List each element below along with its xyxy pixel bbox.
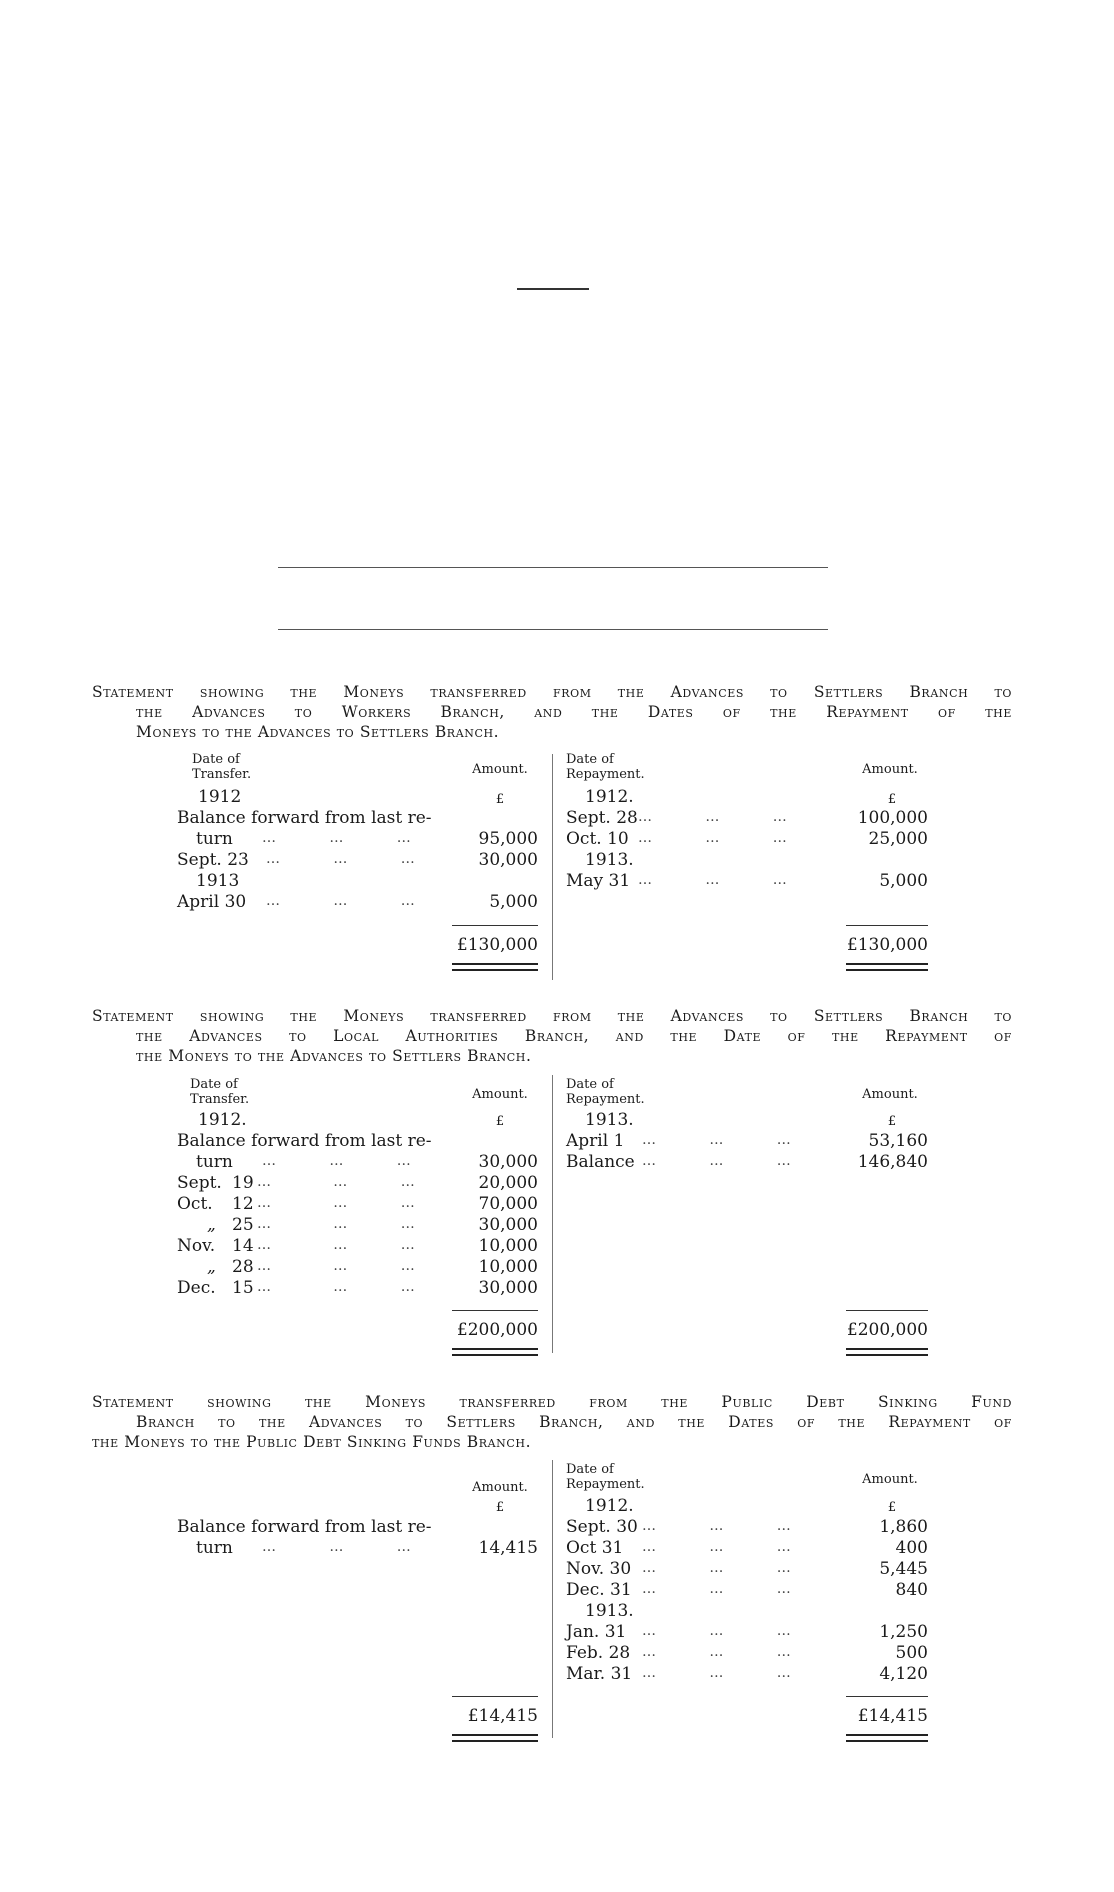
heading-line: Statement showing the Moneys transferred from the Advances to Settlers Branch to [92, 1007, 1012, 1025]
repayment-amount: 100,000 [857, 808, 928, 828]
repayment-date: Oct. 10 [566, 829, 629, 849]
date-of-transfer-header: Date of Transfer. [190, 1077, 250, 1107]
transfer-amount: 5,000 [489, 892, 538, 912]
repayment-date: Dec. 31 [566, 1580, 632, 1600]
leader-dots: … … … [638, 809, 787, 825]
leader-dots: … … … [642, 1623, 791, 1639]
year-label: 1913 [196, 871, 240, 891]
leader-dots: … … … [257, 1279, 415, 1295]
year-label: 1913. [585, 1110, 634, 1130]
currency-symbol: £ [887, 792, 897, 807]
repayment-date: Balance [566, 1152, 635, 1172]
column-divider [552, 1075, 553, 1353]
leader-dots: … … … [642, 1539, 791, 1555]
date-of-repayment-header: Date of Repayment. [566, 752, 645, 782]
total-double-rule [846, 1734, 928, 1742]
statement-3-heading [92, 1392, 1012, 1452]
amount-header: Amount. [472, 762, 528, 777]
amount-header: Amount. [472, 1480, 528, 1495]
column-divider [552, 754, 553, 980]
heading-line: Branch to the Advances to Settlers Branch, and the Dates of the Repayment of [136, 1413, 1012, 1431]
heading-line: the Advances to Workers Branch, and the Dates of the Repayment of the [136, 703, 1012, 721]
leader-dots: … … … [262, 1153, 411, 1169]
transfer-amount: 20,000 [478, 1173, 538, 1193]
leader-dots: … … … [262, 830, 411, 846]
leader-dots: … … … [257, 1174, 415, 1190]
sum-rule [452, 1696, 538, 1697]
leader-dots: … … … [257, 1258, 415, 1274]
sum-rule [452, 925, 538, 926]
date-of-transfer-header: Date of Transfer. [192, 752, 252, 782]
repayment-date: April 1 [566, 1131, 625, 1151]
separator-rule-1 [278, 567, 828, 568]
repayment-amount: 840 [895, 1580, 928, 1600]
leader-dots: … … … [642, 1560, 791, 1576]
repayment-amount: 53,160 [868, 1131, 928, 1151]
sum-rule [846, 925, 928, 926]
balance-forward-label-cont: turn [196, 829, 233, 849]
repayment-date: May 31 [566, 871, 631, 891]
heading-line: the Advances to Local Authorities Branch, and the Date of the Repayment of [136, 1027, 1012, 1045]
year-label: 1912. [585, 787, 634, 807]
year-label: 1912. [198, 1110, 247, 1130]
repayment-date: Sept. 30 [566, 1517, 638, 1537]
year-label: 1912 [198, 787, 242, 807]
balance-forward-label: Balance forward from last re- [177, 1517, 432, 1537]
balance-amount: 95,000 [478, 829, 538, 849]
transfer-date: Sept. 23 [177, 850, 249, 870]
transfer-month: Sept. [177, 1173, 222, 1193]
total-double-rule [452, 963, 538, 971]
column-divider [552, 1460, 553, 1738]
sum-rule [846, 1310, 928, 1311]
transfer-day: 19 [232, 1173, 254, 1193]
leader-dots: … … … [642, 1644, 791, 1660]
balance-forward-label-cont: turn [196, 1152, 233, 1172]
total-double-rule [452, 1348, 538, 1356]
heading-line: the Moneys to the Advances to Settlers Branch. [136, 1047, 532, 1065]
total-amount: £130,000 [846, 935, 928, 955]
leader-dots: … … … [638, 872, 787, 888]
balance-amount: 30,000 [478, 1152, 538, 1172]
leader-dots: … … … [642, 1153, 791, 1169]
date-of-repayment-header: Date of Repayment. [566, 1077, 645, 1107]
year-label: 1913. [585, 850, 634, 870]
repayment-amount: 25,000 [868, 829, 928, 849]
currency-symbol: £ [495, 1114, 505, 1129]
transfer-amount: 30,000 [478, 850, 538, 870]
heading-line: Moneys to the Advances to Settlers Branch. [136, 723, 500, 741]
repayment-amount: 1,860 [879, 1517, 928, 1537]
leader-dots: … … … [642, 1665, 791, 1681]
transfer-day: 25 [232, 1215, 254, 1235]
repayment-date: Mar. 31 [566, 1664, 633, 1684]
currency-symbol: £ [887, 1500, 897, 1515]
leader-dots: … … … [257, 1216, 415, 1232]
balance-forward-label: Balance forward from last re- [177, 1131, 432, 1151]
total-double-rule [846, 963, 928, 971]
currency-symbol: £ [495, 1500, 505, 1515]
total-double-rule [846, 1348, 928, 1356]
sum-rule [452, 1310, 538, 1311]
leader-dots: … … … [257, 1237, 415, 1253]
transfer-month: „ [207, 1215, 216, 1235]
transfer-date: April 30 [177, 892, 247, 912]
leader-dots: … … … [638, 830, 787, 846]
year-label: 1912. [585, 1496, 634, 1516]
total-double-rule [452, 1734, 538, 1742]
repayment-amount: 4,120 [879, 1664, 928, 1684]
heading-line: the Moneys to the Public Debt Sinking Funds Branch. [92, 1433, 532, 1451]
repayment-date: Jan. 31 [566, 1622, 627, 1642]
separator-rule-2 [278, 629, 828, 630]
repayment-amount: 400 [895, 1538, 928, 1558]
transfer-month: Oct. [177, 1194, 213, 1214]
transfer-day: 28 [232, 1257, 254, 1277]
amount-header: Amount. [862, 762, 918, 777]
transfer-day: 12 [232, 1194, 254, 1214]
repayment-amount: 1,250 [879, 1622, 928, 1642]
repayment-amount: 146,840 [857, 1152, 928, 1172]
statement-2-heading [92, 1006, 1012, 1066]
amount-header: Amount. [472, 1087, 528, 1102]
transfer-amount: 30,000 [478, 1278, 538, 1298]
amount-header: Amount. [862, 1087, 918, 1102]
repayment-date: Sept. 28 [566, 808, 638, 828]
transfer-amount: 10,000 [478, 1236, 538, 1256]
leader-dots: … … … [266, 851, 415, 867]
heading-line: Statement showing the Moneys transferred from the Public Debt Sinking Fund [92, 1393, 1012, 1411]
transfer-amount: 70,000 [478, 1194, 538, 1214]
total-amount: £200,000 [846, 1320, 928, 1340]
repayment-amount: 500 [895, 1643, 928, 1663]
short-rule [517, 288, 589, 290]
leader-dots: … … … [642, 1581, 791, 1597]
heading-line: Statement showing the Moneys transferred from the Advances to Settlers Branch to [92, 683, 1012, 701]
date-of-repayment-header: Date of Repayment. [566, 1462, 645, 1492]
year-label: 1913. [585, 1601, 634, 1621]
sum-rule [846, 1696, 928, 1697]
leader-dots: … … … [266, 893, 415, 909]
total-amount: £14,415 [467, 1706, 538, 1726]
leader-dots: … … … [257, 1195, 415, 1211]
balance-amount: 14,415 [478, 1538, 538, 1558]
total-amount: £130,000 [456, 935, 538, 955]
total-amount: £14,415 [857, 1706, 928, 1726]
statement-1-heading [92, 682, 1012, 742]
leader-dots: … … … [262, 1539, 411, 1555]
leader-dots: … … … [642, 1132, 791, 1148]
leader-dots: … … … [642, 1518, 791, 1534]
transfer-month: Nov. [177, 1236, 216, 1256]
transfer-amount: 10,000 [478, 1257, 538, 1277]
total-amount: £200,000 [456, 1320, 538, 1340]
currency-symbol: £ [495, 792, 505, 807]
repayment-amount: 5,000 [879, 871, 928, 891]
transfer-day: 15 [232, 1278, 254, 1298]
repayment-amount: 5,445 [879, 1559, 928, 1579]
currency-symbol: £ [887, 1114, 897, 1129]
amount-header: Amount. [862, 1472, 918, 1487]
transfer-month: Dec. [177, 1278, 216, 1298]
transfer-day: 14 [232, 1236, 254, 1256]
balance-forward-label: Balance forward from last re- [177, 808, 432, 828]
transfer-amount: 30,000 [478, 1215, 538, 1235]
balance-forward-label-cont: turn [196, 1538, 233, 1558]
repayment-date: Nov. 30 [566, 1559, 632, 1579]
transfer-month: „ [207, 1257, 216, 1277]
repayment-date: Feb. 28 [566, 1643, 631, 1663]
repayment-date: Oct 31 [566, 1538, 624, 1558]
